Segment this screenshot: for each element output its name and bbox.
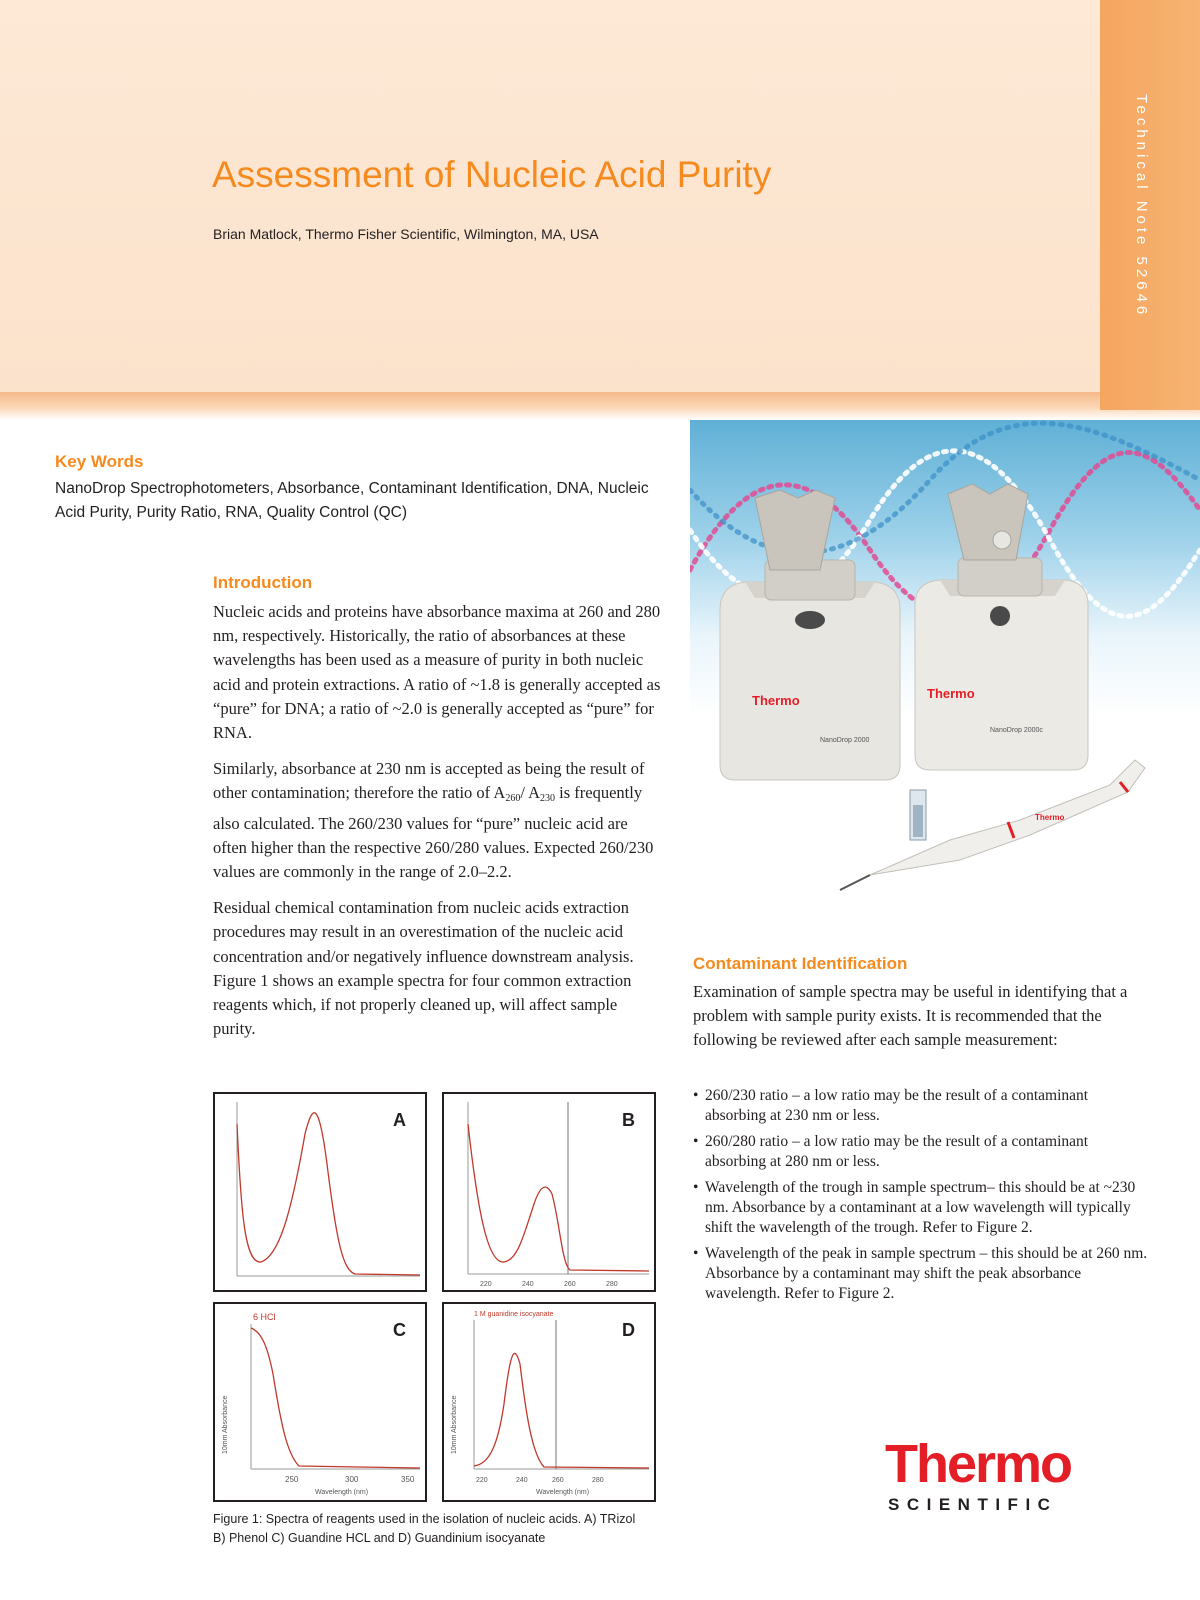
- nanodrop-product-photo: [690, 420, 1200, 900]
- cuvette: [910, 790, 926, 840]
- panel-c-header: 6 HCl: [253, 1312, 276, 1322]
- tick-d-3: 260: [552, 1477, 564, 1484]
- panel-label-a: A: [393, 1110, 406, 1130]
- page-title: Assessment of Nucleic Acid Purity: [212, 154, 772, 195]
- tick-d-2: 240: [516, 1477, 528, 1484]
- introduction-heading: Introduction: [213, 573, 313, 592]
- tick-d-1: 220: [476, 1477, 488, 1484]
- tick-d-4: 280: [592, 1477, 604, 1484]
- intro-paragraph-3: Residual chemical contamination from nucleic acids extraction procedures may result in an overestimation of the nucleic acid concentration and/or negatively influence downstream analysis. Figure 1 shows an example spectra for four common extraction reagents which, if not properly cleaned up, will affect sample purity.: [213, 898, 634, 1039]
- contaminant-heading: Contaminant Identification: [693, 954, 908, 973]
- right-instrument-brand: Thermo: [927, 686, 975, 701]
- bullet-item: • 260/230 ratio – a low ratio may be the result of a contaminant absorbing at 230 nm or less.: [693, 1086, 1153, 1126]
- right-instrument-model: NanoDrop 2000c: [990, 727, 1043, 734]
- nanodrop-instrument-right: [915, 484, 1088, 770]
- tick-c-3: 350: [401, 1475, 415, 1484]
- subscript-260: 260: [505, 793, 521, 805]
- thermo-scientific-logo: [885, 1434, 1115, 1515]
- tick-b-1: 220: [480, 1281, 492, 1288]
- keywords-heading: Key Words: [55, 452, 144, 471]
- pipette-brand: Thermo: [1035, 813, 1065, 822]
- nanodrop-instrument-left: [720, 490, 900, 780]
- author-line: Brian Matlock, Thermo Fisher Scientific, Wilmington, MA, USA: [213, 226, 599, 242]
- intro-paragraph-1: Nucleic acids and proteins have absorbance maxima at 260 and 280 nm, respectively. Historically, the ratio of absorbances at these wavelengths has been used as a measure of purity in both nucleic acid and protein extractions. A ratio of ~1.8 is generally accepted as “pure” for DNA; a ratio of ~2.0 is generally accepted as “pure” for RNA.: [213, 602, 661, 743]
- panel-label-c: C: [393, 1320, 406, 1340]
- left-instrument-brand: Thermo: [752, 693, 800, 708]
- y-axis-label-c: 10mm Absorbance: [222, 1395, 229, 1454]
- keywords-text: NanoDrop Spectrophotometers, Absorbance, Contaminant Identification, DNA, Nucleic Acid Purity, Purity Ratio, RNA, Quality Control (QC): [55, 480, 649, 521]
- tick-b-2: 240: [522, 1281, 534, 1288]
- bullet-item: • 260/280 ratio – a low ratio may be the result of a contaminant absorbing at 280 nm or less.: [693, 1132, 1153, 1172]
- spectrum-line-d: [474, 1353, 649, 1468]
- technical-note-label: Technical Note 52646: [1133, 94, 1150, 319]
- figure-panel-a: [213, 1092, 427, 1292]
- intro-p2-part-c: is frequently also calculated. The 260/230 values for “pure” nucleic acid are often higher than the respective 260/280 values. Expected 260/230 values are commonly in the range of 2.0–2.2.: [213, 783, 654, 882]
- spectrum-line-c: [251, 1328, 420, 1468]
- tick-c-2: 300: [345, 1475, 359, 1484]
- tick-c-1: 250: [285, 1475, 299, 1484]
- figure-panel-d: [442, 1302, 656, 1502]
- x-axis-label-d: Wavelength (nm): [536, 1489, 590, 1496]
- panel-label-d: D: [622, 1320, 635, 1340]
- figure-panel-c: [213, 1302, 427, 1502]
- subscript-230: 230: [540, 793, 556, 805]
- panel-label-b: B: [622, 1110, 635, 1130]
- figure-caption: [213, 1510, 653, 1548]
- intro-paragraph-2: [213, 757, 663, 884]
- header-background: [0, 0, 1100, 400]
- bullet-item: • Wavelength of the trough in sample spectrum– this should be at ~230 nm. Absorbance by a contaminant at a low wavelength will typically shift the wavelength of the trough. Refer to Figure 2.: [693, 1178, 1153, 1238]
- spectrum-line-a: [237, 1113, 420, 1275]
- left-instrument-model: NanoDrop 2000: [820, 737, 870, 744]
- introduction-body: [213, 600, 663, 1053]
- y-axis-label-d: 10mm Absorbance: [451, 1395, 458, 1454]
- header-gradient-band: [0, 392, 1200, 420]
- logo-scientific: SCIENTIFIC: [888, 1495, 1058, 1514]
- caption-line-2: B) Phenol C) Guandine HCL and D) Guandinium isocyanate: [213, 1531, 546, 1545]
- tick-b-4: 280: [606, 1281, 618, 1288]
- caption-line-1: Figure 1: Spectra of reagents used in the isolation of nucleic acids. A) TRizol: [213, 1512, 636, 1526]
- intro-p2-part-b: / A: [520, 783, 541, 803]
- contaminant-bullet-list: [693, 1086, 1153, 1310]
- panel-d-header: 1 M guanidine isocyanate: [474, 1311, 554, 1318]
- logo-thermo: Thermo: [885, 1434, 1072, 1494]
- side-tab: [1100, 0, 1200, 410]
- spectrum-line-b: [468, 1124, 649, 1271]
- contaminant-intro: Examination of sample spectra may be useful in identifying that a problem with sample purity exists. It is recommended that the following be reviewed after each sample measurement:: [693, 982, 1128, 1050]
- bullet-item: • Wavelength of the peak in sample spectrum – this should be at 260 nm. Absorbance by a contaminant may shift the peak absorbance wavelength. Refer to Figure 2.: [693, 1244, 1153, 1304]
- figure-panel-b: [442, 1092, 656, 1292]
- intro-p2-part-a: Similarly, absorbance at 230 nm is accepted as being the result of other contamination; therefore the ratio of A: [213, 759, 645, 803]
- x-axis-label-c: Wavelength (nm): [315, 1489, 369, 1496]
- tick-b-3: 260: [564, 1281, 576, 1288]
